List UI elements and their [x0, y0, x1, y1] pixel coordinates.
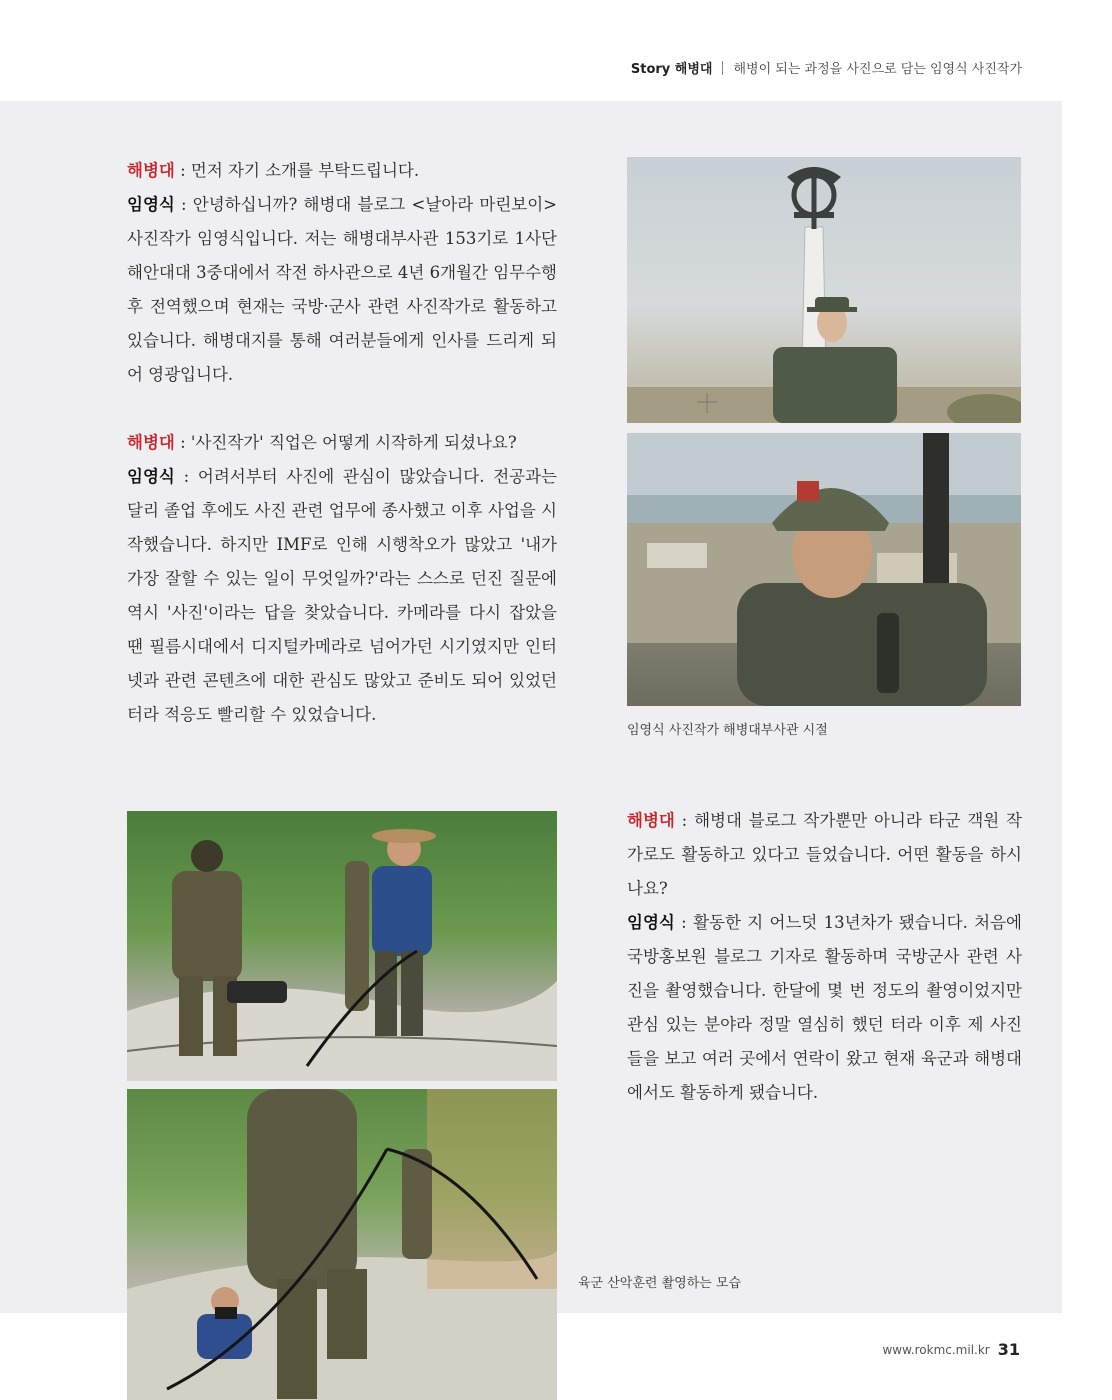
page-footer — [882, 1340, 1020, 1359]
photo-marine-with-helmet — [627, 433, 1021, 706]
header-divider — [722, 61, 723, 75]
qa1-q-speaker: 해병대 — [127, 161, 175, 180]
page-header — [631, 58, 1022, 77]
qa3-answer — [627, 906, 1022, 1110]
section-brand: Story 해병대 — [630, 62, 713, 77]
caption-top-photos: 임영식 사진작가 해병대부사관 시절 — [627, 723, 828, 738]
website-url: www.rokmc.mil.kr — [882, 1343, 990, 1357]
qa3-a-speaker: 임영식 — [627, 913, 675, 932]
paragraph-gap — [127, 392, 557, 426]
qa1-a-speaker: 임영식 — [127, 195, 175, 214]
qa2-q-text: : '사진작가' 직업은 어떻게 시작하게 되셨나요? — [174, 433, 517, 452]
header-subtitle: 해병이 되는 과정을 사진으로 담는 임영식 사진작가 — [733, 62, 1022, 77]
qa2-q-speaker: 해병대 — [127, 433, 175, 452]
qa1-q-text: : 먼저 자기 소개를 부탁드립니다. — [174, 161, 420, 180]
caption-bottom-photos: 육군 산악훈련 촬영하는 모습 — [578, 1276, 742, 1291]
qa3-q-speaker: 해병대 — [627, 811, 675, 830]
interview-column-right — [627, 804, 1022, 1110]
qa1-answer — [127, 188, 557, 392]
qa2-answer — [127, 460, 557, 732]
qa2-question — [127, 426, 557, 460]
page-number: 31 — [997, 1340, 1020, 1359]
qa2-a-speaker: 임영식 — [127, 467, 175, 486]
photo-mountain-training-top — [127, 811, 557, 1081]
photo-marine-at-monument — [627, 157, 1021, 423]
interview-column-left — [127, 154, 557, 732]
qa1-a-text: : 안녕하십니까? 해병대 블로그 <날아라 마린보이> 사진작가 임영식입니다. 저는 해병대부사관 153기로 1사단 해안대대 3중대에서 작전 하사관으로 4년 6개월간 임무수행 후 전역했으며 현재는 국방·군사 관련 사진작가로 활동하고 있습니다. 해병대지를 통해 여러분들에게 인사를 드리게 되어 영광입니다. — [127, 195, 557, 384]
qa1-question — [127, 154, 557, 188]
qa3-question — [627, 804, 1022, 906]
qa3-q-text: : 해병대 블로그 작가뿐만 아니라 타군 객원 작가로도 활동하고 있다고 들었습니다. 어떤 활동을 하시나요? — [627, 811, 1022, 898]
qa3-a-text: : 활동한 지 어느덧 13년차가 됐습니다. 처음에 국방홍보원 블로그 기자로 활동하며 국방군사 관련 사진을 촬영했습니다. 한달에 몇 번 정도의 촬영이었지만 관심 있는 분야라 정말 열심히 했던 터라 이후 제 사진들을 보고 여러 곳에서 연락이 왔고 현재 육군과 해병대에서도 활동하게 됐습니다. — [627, 913, 1022, 1102]
photo-mountain-training-bottom — [127, 1089, 557, 1400]
qa2-a-text: : 어려서부터 사진에 관심이 많았습니다. 전공과는 달리 졸업 후에도 사진 관련 업무에 종사했고 이후 사업을 시작했습니다. 하지만 IMF로 인해 시행착오가 많았고 '내가 가장 잘할 수 있는 일이 무엇일까?'라는 스스로 던진 질문에 역시 '사진'이라는 답을 찾았습니다. 카메라를 다시 잡았을 땐 필름시대에서 디지털카메라로 넘어가던 시기였지만 인터넷과 관련 콘텐츠에 대한 관심도 많았고 준비도 되어 있었던 터라 적응도 빨리할 수 있었습니다. — [127, 467, 557, 724]
